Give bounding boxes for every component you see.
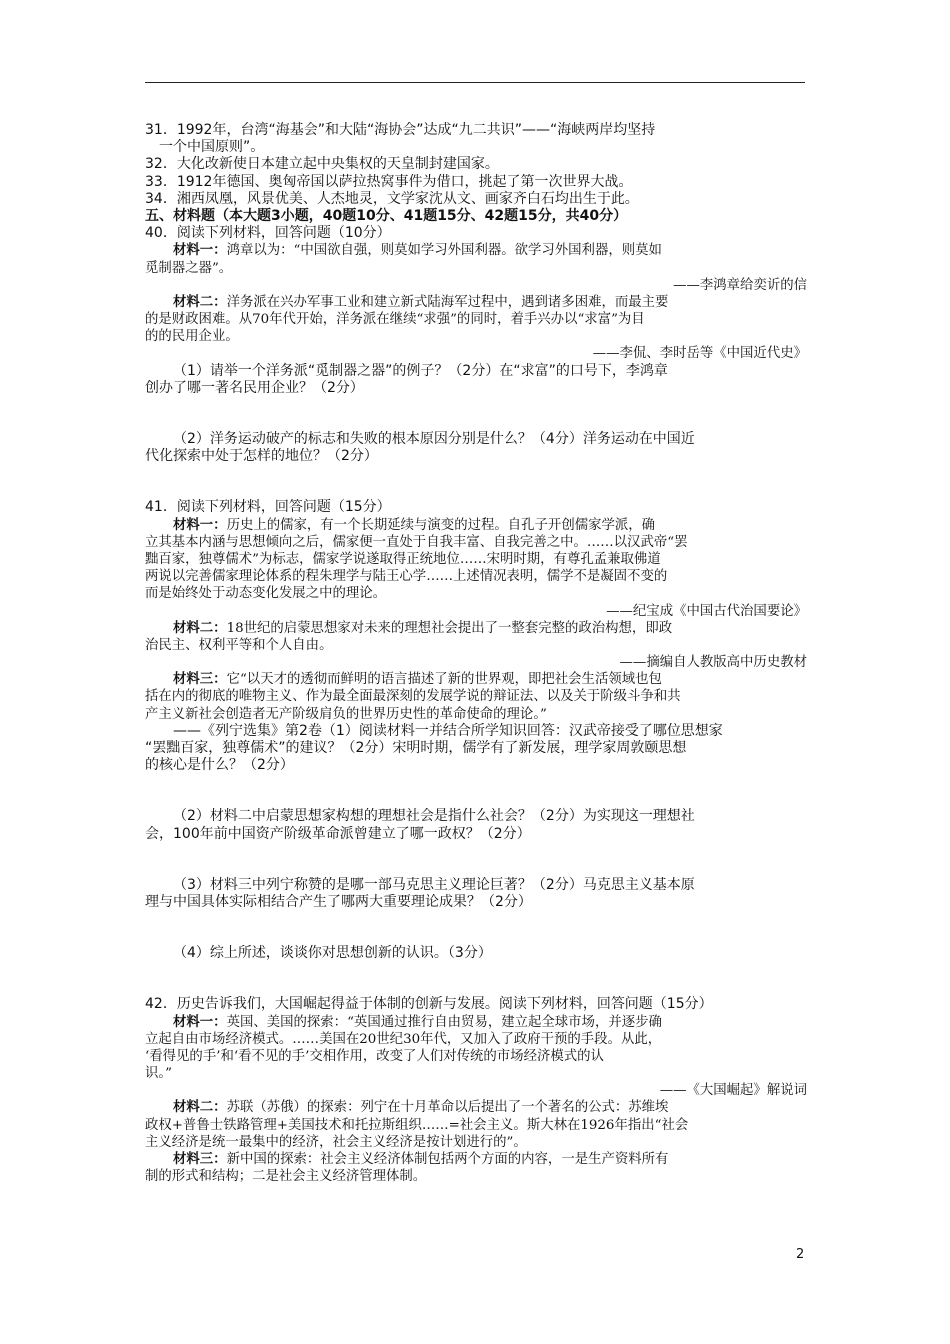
q42-m3-line-1: 新中国的探索：社会主义经济体制包括两个方面的内容，一是生产资料所有	[226, 1152, 669, 1167]
q42-m3-label: 材料三：	[173, 1151, 227, 1167]
answer-space	[145, 465, 807, 499]
q41-m3-label: 材料三：	[173, 671, 227, 688]
q40-m1-line-2: 觅制器之器”。	[145, 260, 233, 276]
q40-q2-line-2: 代化探索中处于怎样的地位？（2分）	[145, 448, 378, 465]
q41-m3-line-3: 产主义新社会创造者无产阶级肩负的世界历史性的革命使命的理论。”	[145, 706, 547, 722]
q41-m1-line-1: 历史上的儒家，有一个长期延续与演变的过程。自孔子开创儒家学派，确	[226, 517, 656, 533]
q33: 33．1912年德国、奥匈帝国以萨拉热窝事件为借口，挑起了第一次世界大战。	[145, 173, 633, 190]
header-rule	[145, 82, 805, 83]
q42-m1-line-1: 英国、美国的探索：“英国通过推行自由贸易，建立起全球市场，并逐步确	[226, 1014, 662, 1030]
q40-material-1	[145, 242, 807, 259]
q41-q1-line-3: 的核心是什么？（2分）	[145, 757, 294, 774]
q34: 34．湘西凤凰，风景优美、人杰地灵，文学家沈从文、画家齐白石均出生于此。	[145, 190, 639, 207]
q42-m2-line-3: 主义经济是统一最集中的经济，社会主义经济是按计划进行的”。	[145, 1134, 527, 1150]
q42-material-1	[145, 1014, 807, 1031]
q41-material-3	[145, 671, 807, 688]
q41-m3-line-1: 它“以天才的透彻而鲜明的语言描述了新的世界观，即把社会生活领域也包	[226, 672, 662, 688]
q41-q1-line-1: ——《列宁选集》第2卷（1）阅读材料一并结合所学知识回答：汉武帝接受了哪位思想家	[173, 722, 723, 739]
q41-q4: （4）综上所述，谈谈你对思想创新的认识。（3分）	[173, 945, 492, 962]
q41-m1-line-3: 黜百家，独尊儒术”为标志，儒家学说遂取得正统地位……宋明时期，有尊孔孟兼取佛道	[145, 551, 661, 567]
q41-m2-line-1: 18世纪的启蒙思想家对未来的理想社会提出了一整套完整的政治构想，即政	[226, 620, 673, 636]
q42-title: 42．历史告诉我们，大国崛起得益于体制的创新与发展。阅读下列材料，回答问题（15分）	[145, 996, 713, 1013]
q40-m1-line-1: 鸿章以为：“中国欲自强，则莫如学习外国利器。欲学习外国利器，则莫如	[226, 243, 662, 259]
q32: 32．大化改新使日本建立起中央集权的天皇制封建国家。	[145, 156, 499, 173]
q40-m2-line-1: 洋务派在兴办军事工业和建立新式陆海军过程中，遇到诸多困难，而最主要	[226, 294, 669, 310]
q41-m1-line-2: 立其基本内涵与思想倾向之后，儒家便一直处于自我丰富、自我完善之中。……以汉武帝“罢	[145, 534, 688, 550]
q41-m1-line-5: 而是始终处于动态变化发展之中的理论。	[145, 586, 387, 602]
q40-m1-source: ——李鸿章给奕䜣的信	[673, 277, 807, 293]
section-5-heading	[145, 208, 807, 225]
q42-m1-source: ——《大国崛起》解说词	[659, 1083, 807, 1099]
q40-m2-label: 材料二：	[173, 293, 227, 310]
answer-space	[145, 911, 807, 945]
q42-m2-label: 材料二：	[173, 1099, 227, 1116]
answer-space	[145, 962, 807, 996]
q41-m2-source: ——摘编自人教版高中历史教材	[619, 655, 807, 671]
q41-material-1	[145, 517, 807, 534]
q40-m2-line-3: 的的民用企业。	[145, 329, 239, 345]
q42-material-2	[145, 1099, 807, 1116]
q40-title: 40．阅读下列材料，回答问题（10分）	[145, 225, 391, 242]
exam-content	[145, 122, 807, 1185]
q41-q2-line-1: （2）材料二中启蒙思想家构想的理想社会是指什么社会？（2分）为实现这一理想社	[173, 808, 695, 825]
q41-q2-line-2: 会，100年前中国资产阶级革命派曾建立了哪一政权？（2分）	[145, 825, 531, 842]
answer-space	[145, 397, 807, 431]
q41-m2-label: 材料二：	[173, 619, 227, 636]
q41-m3-line-2: 括在内的彻底的唯物主义、作为最全面最深刻的发展学说的辩证法、以及关于阶级斗争和共	[145, 689, 681, 705]
q42-m3-line-2: 制的形式和结构；二是社会主义经济管理体制。	[145, 1169, 427, 1185]
q42-m2-line-1: 苏联（苏俄）的探索：列宁在十月革命以后提出了一个著名的公式：苏维埃	[226, 1100, 669, 1116]
answer-space	[145, 843, 807, 877]
q41-q3-line-1: （3）材料三中列宁称赞的是哪一部马克思主义理论巨著？（2分）马克思主义基本原	[173, 876, 695, 893]
q40-q1-line-1: （1）请举一个洋务派“觅制器之器”的例子？（2分）在“求富”的口号下，李鸿章	[173, 362, 668, 379]
q31-line-2: 一个中国原则”。	[159, 139, 265, 156]
q42-m1-line-3: ‘看得见的手’和‘看不见的手’交相作用，改变了人们对传统的市场经济模式的认	[145, 1048, 604, 1064]
q41-q1-line-2: “罢黜百家，独尊儒术”的建议？（2分）宋明时期，儒学有了新发展，理学家周敦颐思想	[145, 740, 687, 756]
q41-m1-label: 材料一：	[173, 516, 227, 533]
q41-title: 41．阅读下列材料，回答问题（15分）	[145, 499, 391, 516]
q42-m1-line-4: 识。”	[145, 1066, 172, 1082]
q40-m2-source: ——李侃、李时岳等《中国近代史》	[592, 346, 807, 362]
q41-m1-line-4: 两说以完善儒家理论体系的程朱理学与陆王心学……上述情况表明，儒学不是凝固不变的	[145, 569, 668, 585]
q31-line-1: 31．1992年，台湾“海基会”和大陆“海协会”达成“九二共识”——“海峡两岸均坚持	[145, 122, 656, 138]
q41-m1-source: ——纪宝成《中国古代治国要论》	[606, 603, 807, 619]
q41-m2-line-2: 治民主、权利平等和个人自由。	[145, 637, 333, 653]
q42-m2-line-2: 政权+普鲁士铁路管理+美国技术和托拉斯组织……=社会主义。斯大林在1926年指出“社会	[145, 1117, 689, 1133]
q41-q3-line-2: 理与中国具体实际相结合产生了哪两大重要理论成果？（2分）	[145, 893, 532, 910]
q40-q1-line-2: 创办了哪一著名民用企业？（2分）	[145, 379, 364, 396]
q40-q2-line-1: （2）洋务运动破产的标志和失败的根本原因分别是什么？（4分）洋务运动在中国近	[173, 431, 695, 447]
q41-material-2	[145, 620, 807, 637]
q40-m2-line-2: 的是财政困难。从70年代开始，洋务派在继续“求强”的同时，着手兴办以“求富”为目	[145, 312, 645, 328]
q40-material-2	[145, 294, 807, 311]
answer-space	[145, 774, 807, 808]
page-number: 2	[796, 1247, 805, 1262]
section-5-title: 五、材料题（本大题3小题，40题10分、41题15分、42题15分，共40分）	[145, 207, 628, 224]
q42-m1-line-2: 立起自由市场经济模式。……美国在20世纪30年代，又加入了政府干预的手段。从此，	[145, 1031, 662, 1047]
q42-material-3	[145, 1151, 807, 1168]
q42-m1-label: 材料一：	[173, 1013, 227, 1030]
q40-m1-label: 材料一：	[173, 242, 227, 259]
